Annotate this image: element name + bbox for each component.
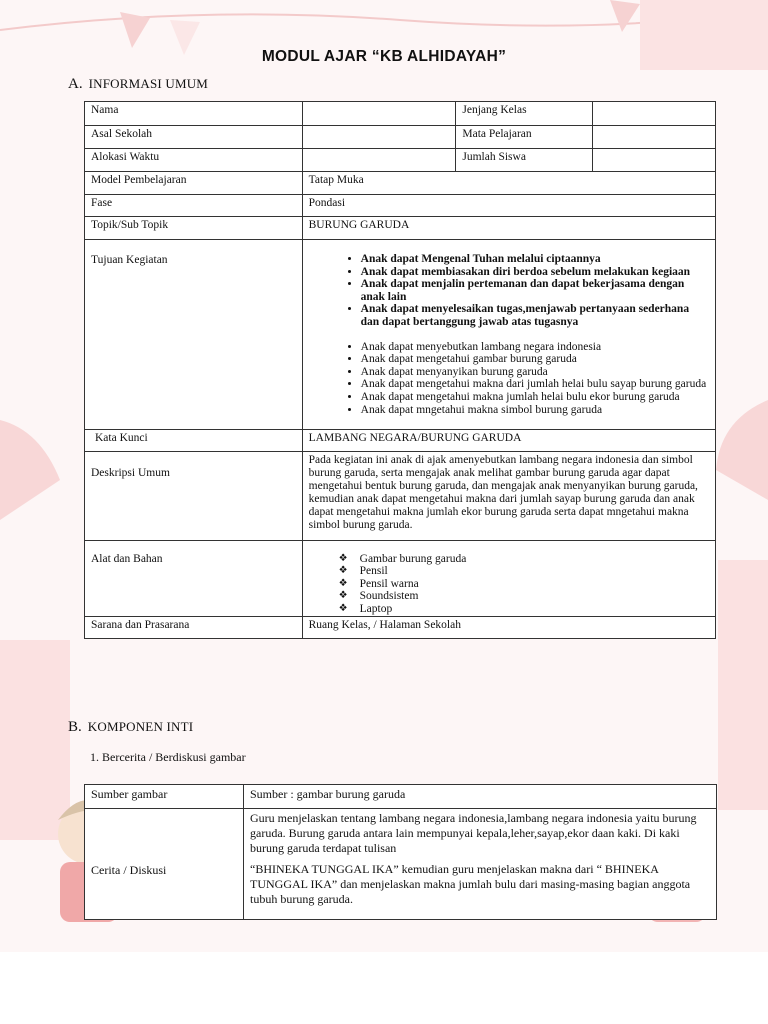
list-item: • Anak dapat menjalin pertemanan dan dapat bekerjasama dengan anak lain [361,278,709,303]
list-item: ❖ Gambar burung garuda [339,553,709,566]
table-row [85,102,716,126]
tujuan-regular-list [309,341,709,417]
table-row [85,126,716,149]
cell-model-value: Tatap Muka [302,172,715,195]
section-a-letter: A. [68,76,83,92]
info-table [84,101,716,639]
section-b-heading [68,719,193,736]
section-b-title: KOMPONEN INTI [87,719,194,734]
cell-tujuan-value [302,240,715,430]
cell-fase-label: Fase [85,195,303,217]
cell-deskripsi-label: Deskripsi Umum [85,452,303,540]
cell-katakunci-value: LAMBANG NEGARA/BURUNG GARUDA [302,430,715,452]
table-row [85,785,717,809]
table-row [85,217,716,240]
table-row [85,149,716,172]
list-item: • Anak dapat Mengenal Tuhan melalui ciptaannya [361,253,709,266]
cell-cerita-label: Cerita / Diskusi [85,809,244,920]
tujuan-bold-list [309,253,709,329]
list-item: • Anak dapat menyelesaikan tugas,menjawab pertanyaan sederhana dan dapat bertanggung jawab atas tugasnya [361,303,709,328]
cell-sumber-value: Sumber : gambar burung garuda [244,785,717,809]
list-item: ❖ Pensil warna [339,578,709,591]
cerita-paragraph-1: Guru menjelaskan tentang lambang negara indonesia,lambang negara indonesia yaitu burung garuda. Burung garuda antara lain mempunyai kepala,leher,sayap,ekor daan kaki. Di kaki burung garuda terdapat tulisan [250,811,697,855]
cell-jenjang-value [593,102,716,126]
cell-alat-label: Alat dan Bahan [85,540,303,616]
document-title: MODUL AJAR “KB ALHIDAYAH” [261,48,507,65]
cell-alat-value [302,540,715,616]
cell-topik-value: BURUNG GARUDA [302,217,715,240]
list-item: • Anak dapat membiasakan diri berdoa sebelum melakukan kegiaan [361,266,709,279]
cell-topik-label: Topik/Sub Topik [85,217,303,240]
table-row [85,195,716,217]
cell-jenjang-label: Jenjang Kelas [456,102,593,126]
list-item: • Anak dapat mengetahui gambar burung garuda [361,353,709,366]
cell-sarana-label: Sarana dan Prasarana [85,616,303,638]
cell-katakunci-label: Kata Kunci [85,430,303,452]
section-a-heading [68,76,208,93]
cell-sumber-label: Sumber gambar [85,785,244,809]
cell-cerita-value [244,809,717,920]
list-item: • Anak dapat mengetahui makna jumlah helai bulu ekor burung garuda [361,391,709,404]
cell-mapel-label: Mata Pelajaran [456,126,593,149]
cell-asal-label: Asal Sekolah [85,126,303,149]
cell-jumlah-value [593,149,716,172]
table-row [85,452,716,540]
cell-alokasi-value [302,149,456,172]
list-item: • Anak dapat mngetahui makna simbol burung garuda [361,404,709,417]
cerita-paragraph-2: “BHINEKA TUNGGAL IKA” kemudian guru menjelaskan makna dari “ BHINEKA TUNGGAL IKA” dan menjelaskan makna jumlah bulu dari masing-masing bagian anggota tubuh burung garuda. [250,862,691,906]
table-row [85,616,716,638]
cell-alokasi-label: Alokasi Waktu [85,149,303,172]
cell-mapel-value [593,126,716,149]
komponen-table [84,784,717,920]
list-item: ❖ Soundsistem [339,590,709,603]
list-item: ❖ Laptop [339,603,709,616]
section-a-title: INFORMASI UMUM [88,76,209,91]
table-row [85,172,716,195]
table-row [85,430,716,452]
cell-deskripsi-value: Pada kegiatan ini anak di ajak amenyebutkan lambang negara indonesia dan simbol burung garuda, serta mengajak anak melihat gambar burung garuda agar dapat mengetahui bentuk burung garuda, dan mengajak anak menyanyikan burung garuda, kemudian anak dapat mengetahui makna dari jumlah sayap burung garuda dan anak dapat mengetahui makna jumlah ekor burung garuda serta dapat mngetahui makna simbol burung garuda. [302,452,715,540]
section-b-letter: B. [68,719,82,735]
table-row [85,540,716,616]
table-row [85,240,716,430]
list-item: • Anak dapat menyebutkan lambang negara indonesia [361,341,709,354]
cell-fase-value: Pondasi [302,195,715,217]
komponen-item-1: 1. Bercerita / Berdiskusi gambar [90,750,246,764]
cell-nama-value [302,102,456,126]
cell-jumlah-label: Jumlah Siswa [456,149,593,172]
alat-list [309,553,709,616]
cell-nama-label: Nama [85,102,303,126]
table-row [85,809,717,920]
list-item: ❖ Pensil [339,565,709,578]
cell-asal-value [302,126,456,149]
list-item: • Anak dapat mengetahui makna dari jumlah helai bulu sayap burung garuda [361,378,709,391]
cell-model-label: Model Pembelajaran [85,172,303,195]
cell-sarana-value: Ruang Kelas, / Halaman Sekolah [302,616,715,638]
list-item: • Anak dapat menyanyikan burung garuda [361,366,709,379]
cell-tujuan-label: Tujuan Kegiatan [85,240,303,430]
